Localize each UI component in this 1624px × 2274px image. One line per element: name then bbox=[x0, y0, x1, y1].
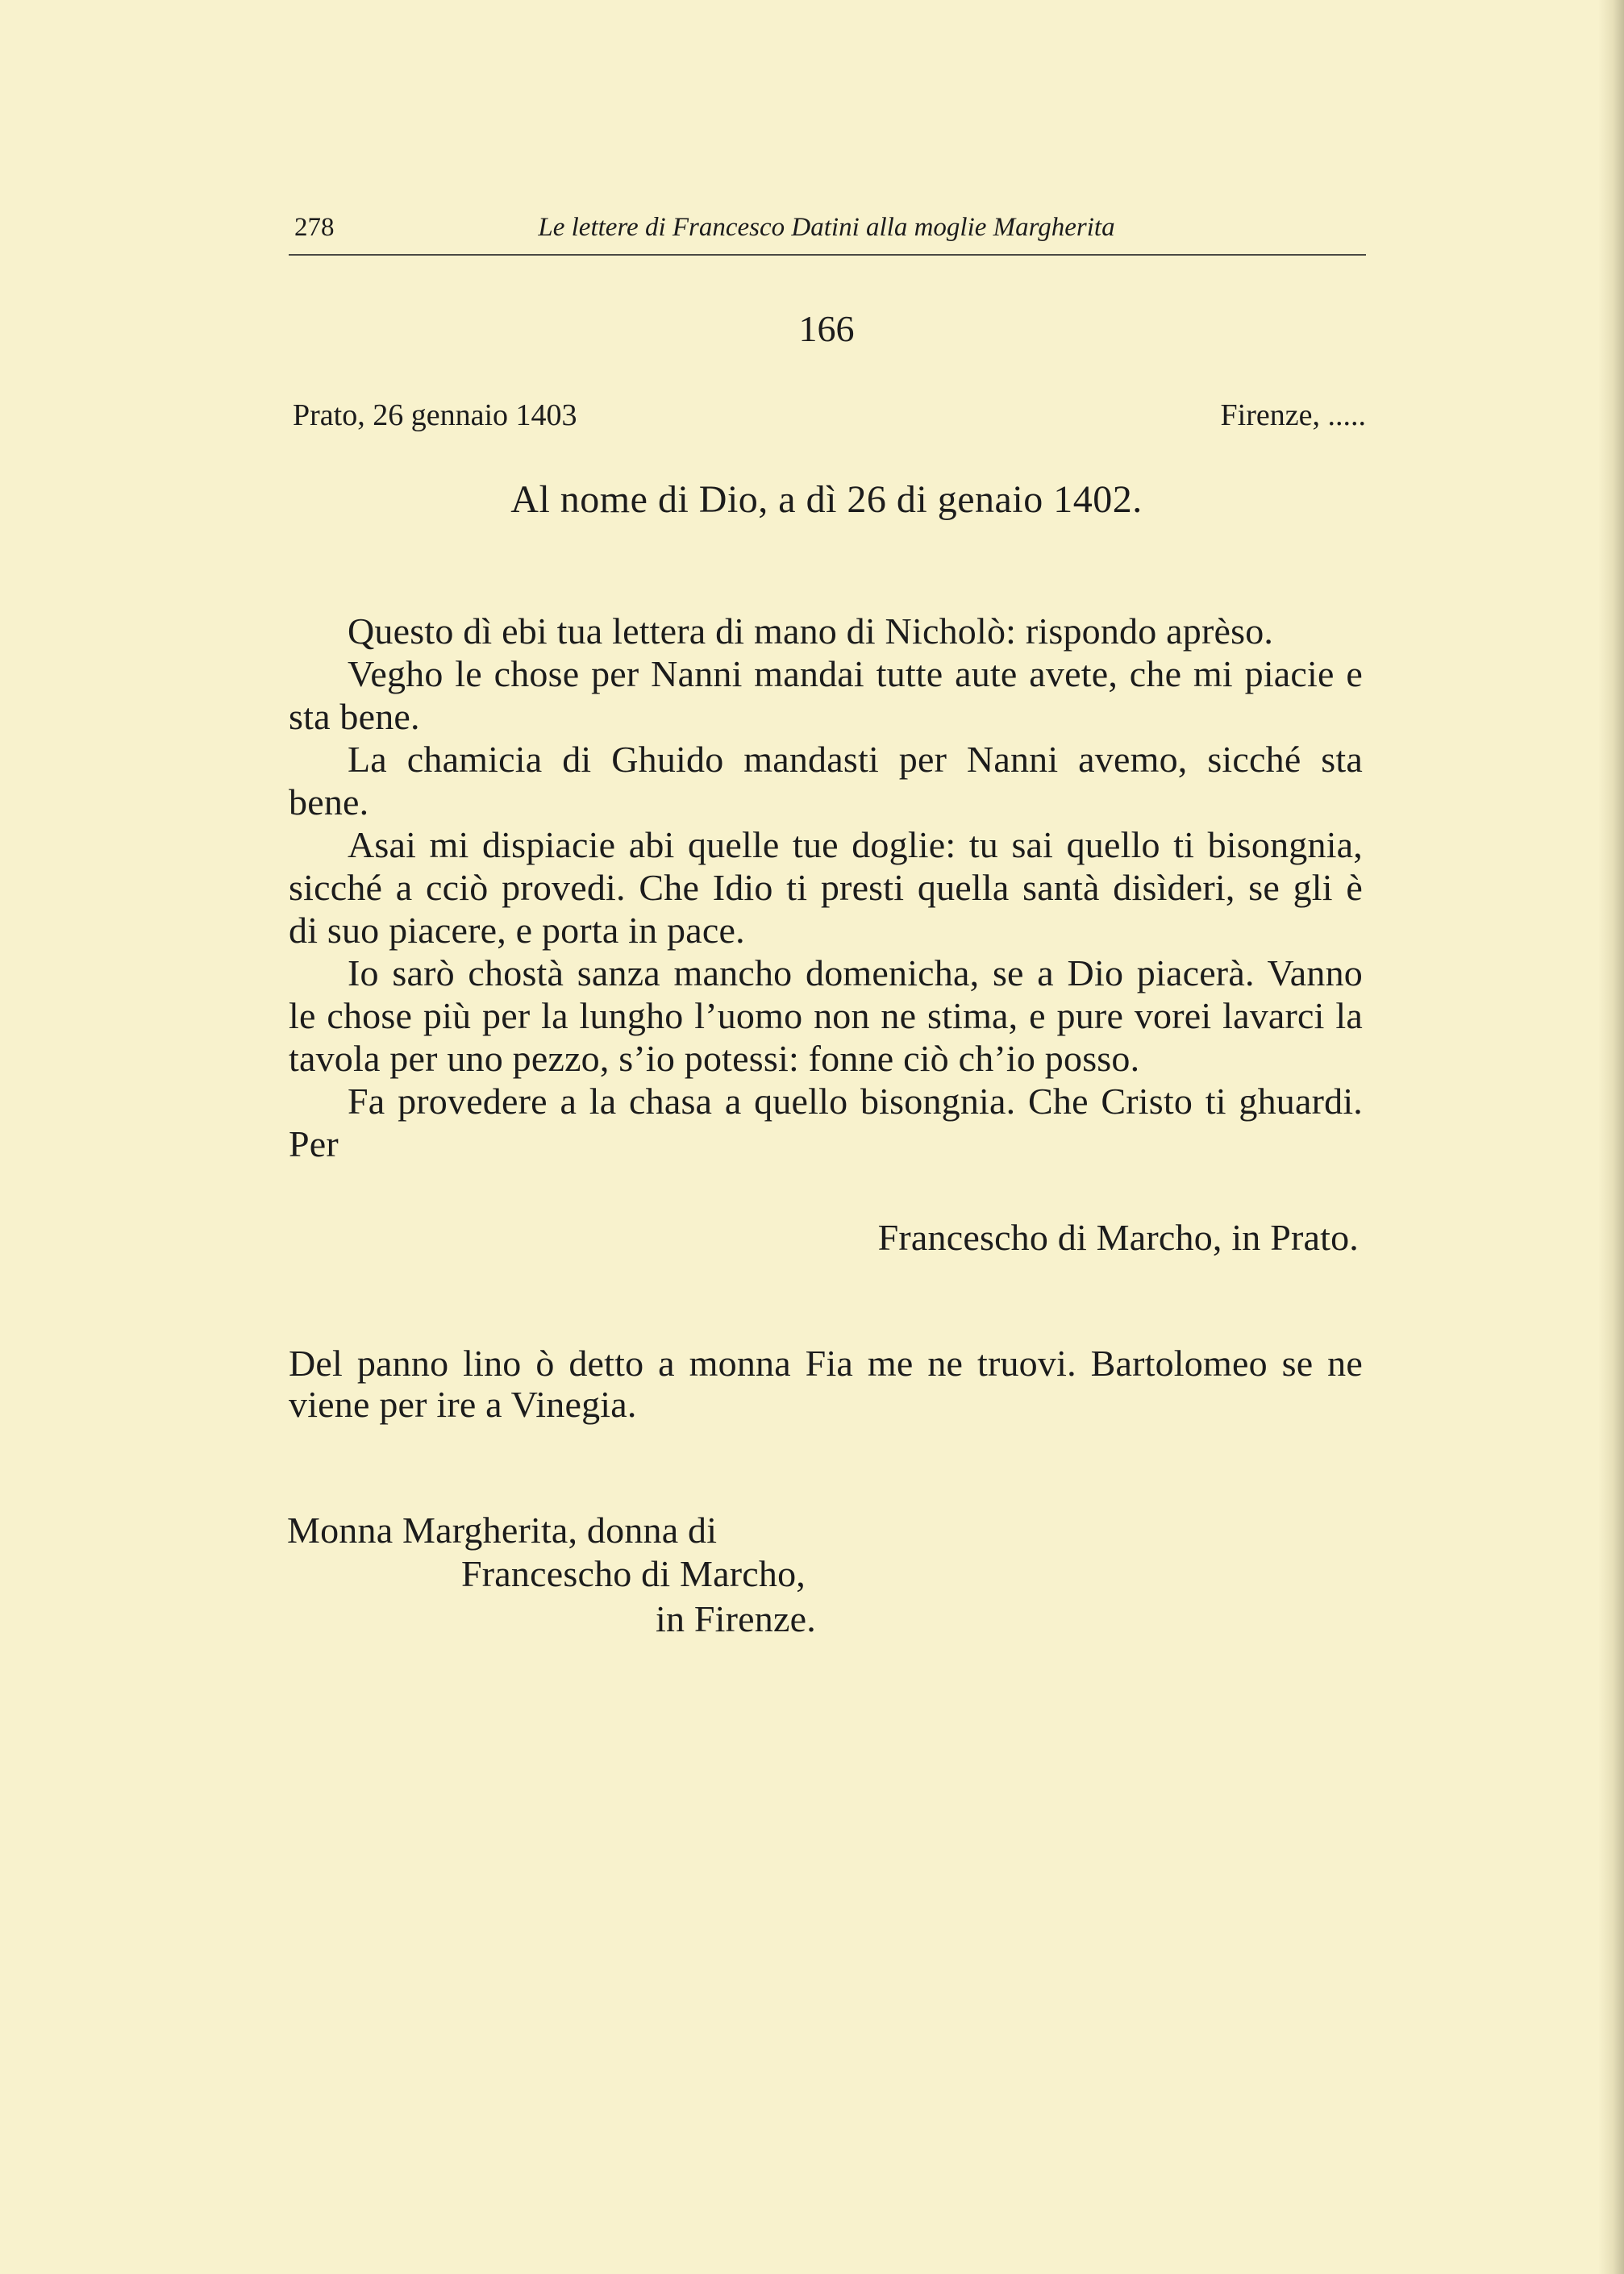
letter-number: 166 bbox=[798, 308, 855, 349]
body-line: sicché a cciò provedi. Che Idio ti presti quella santà disìderi, se gli è bbox=[289, 867, 1363, 908]
body-line: di suo piacere, e porta in pace. bbox=[289, 910, 745, 951]
invocation: Al nome di Dio, a dì 26 di genaio 1402. bbox=[510, 478, 1143, 521]
body-line: Vegho le chose per Nanni mandai tutte aute avete, che mi piacie e bbox=[348, 653, 1363, 694]
body-line: tavola per uno pezzo, s’io potessi: fonne ciò ch’io posso. bbox=[289, 1038, 1140, 1079]
body-line: Questo dì ebi tua lettera di mano di Nicholò: rispondo aprèso. bbox=[348, 610, 1274, 652]
body-line: La chamicia di Ghuido mandasti per Nanni avemo, sicché sta bbox=[348, 739, 1363, 780]
body-line: Per bbox=[289, 1123, 339, 1164]
body-line: le chose più per la lungho l’uomo non ne stima, e pure vorei lavarci la bbox=[289, 995, 1363, 1036]
address-line: Monna Margherita, donna di bbox=[287, 1510, 718, 1551]
address-line: Francescho di Marcho, bbox=[461, 1553, 806, 1594]
postscript-line: Del panno lino ò detto a monna Fia me ne truovi. Bartolomeo se ne bbox=[289, 1343, 1363, 1384]
header-rule bbox=[289, 254, 1366, 256]
running-title: Le lettere di Francesco Datini alla moglie Margherita bbox=[538, 213, 1115, 242]
page-number: 278 bbox=[294, 213, 335, 242]
dateline-origin: Prato, 26 gennaio 1403 bbox=[293, 398, 577, 432]
body-line: Fa provedere a la chasa a quello bisongnia. Che Cristo ti ghuardi. bbox=[348, 1081, 1363, 1122]
body-line: bene. bbox=[289, 781, 369, 823]
postscript-line: viene per ire a Vinegia. bbox=[289, 1384, 637, 1425]
address-line: in Firenze. bbox=[656, 1598, 816, 1639]
body-line: Io sarò chostà sanza mancho domenicha, se a Dio piacerà. Vanno bbox=[348, 952, 1363, 993]
signature: Francescho di Marcho, in Prato. bbox=[877, 1217, 1359, 1258]
body-line: sta bene. bbox=[289, 696, 420, 737]
body-line: Asai mi dispiacie abi quelle tue doglie: tu sai quello ti bisongnia, bbox=[348, 824, 1363, 865]
dateline-destination: Firenze, ..... bbox=[1220, 398, 1366, 432]
